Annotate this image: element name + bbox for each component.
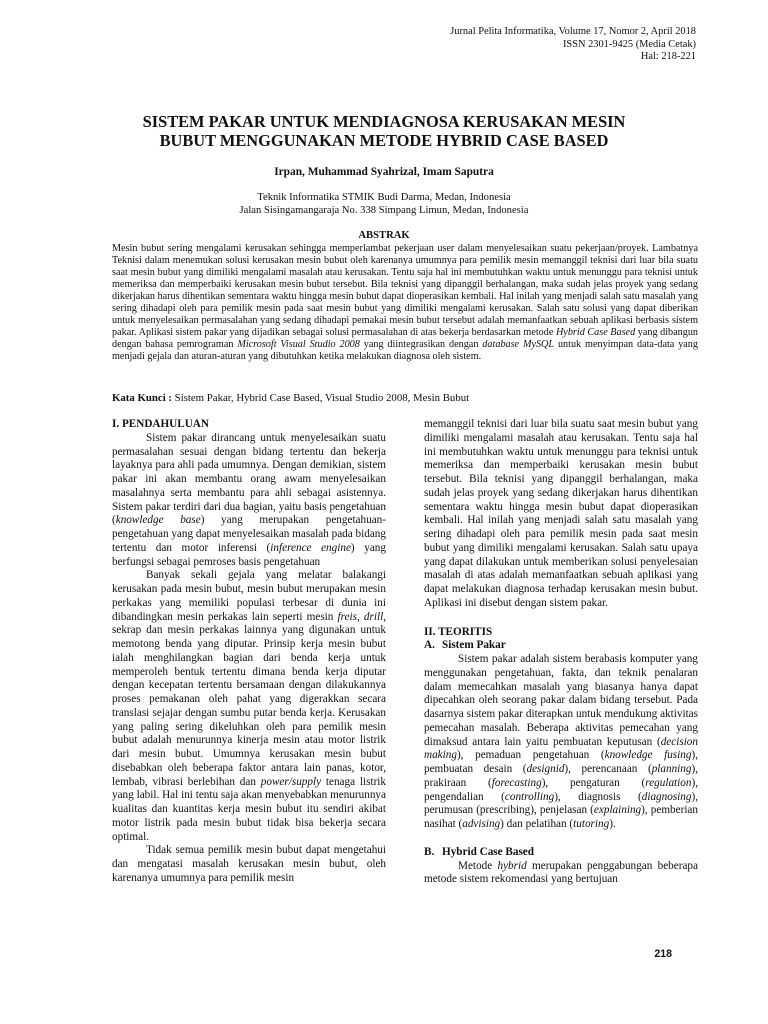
theory-b-text-2: merupakan penggabungan beberapa metode sistem rekomendasi yang bertujuan — [424, 859, 698, 886]
theory-a-term-7: controlling — [504, 790, 555, 803]
theory-a-text-6: ), pengaturan ( — [541, 776, 646, 789]
intro-paragraph-2 — [112, 569, 386, 844]
theory-a-term-5: forecasting — [491, 776, 542, 789]
theory-a-text-12: ). — [609, 818, 616, 830]
intro-p1-text-c: ) yang berfungsi sebagai pemroses basis pengetahuan — [112, 541, 386, 568]
theory-a-text-8: ), diagnosis ( — [554, 790, 642, 803]
right-column — [424, 418, 698, 887]
theory-a-text-1: Sistem pakar adalah sistem berabasis komputer yang menggunakan pengetahuan, fakta, dan teknik penalaran dalam memecahkan masalah yang biasanya hanya dapat dipecahkan oleh seorang pakar dalam bidang tersebut. Pada dasarnya sistem pakar diterapkan untuk mendukung aktivitas pemecahan masalah. Beberapa aktivitas pemecahan yang dimaksud antara lain yaitu pembuatan keputusan ( — [424, 653, 698, 748]
keywords — [112, 392, 698, 404]
keywords-label: Kata Kunci : — [112, 392, 172, 404]
paper-title — [95, 112, 673, 150]
subsection-heading-a — [424, 639, 698, 653]
theory-a-text-5: ), prakiraan ( — [424, 763, 698, 789]
theory-a-text-10: ), pemberian nasihat ( — [424, 804, 698, 830]
theory-a-text-11: ) dan pelatihan ( — [500, 818, 574, 830]
section-heading-theory: II. TEORITIS — [424, 625, 493, 638]
journal-header — [450, 26, 696, 64]
affiliation-line-2: Jalan Sisingamangaraja No. 338 Simpang Limun, Medan, Indonesia — [239, 204, 529, 216]
theory-a-term-10: advising — [462, 818, 501, 830]
intro-p1-term: knowledge base — [115, 514, 201, 527]
abstract-text-4: untuk menyimpan data-data yang menjadi gejala dan aturan-aturan yang dibutuhkan ketika melakukan diagnosa oleh sistem. — [112, 339, 698, 363]
theory-a-term-6: regulation — [645, 776, 692, 789]
intro-paragraph-3: Tidak semua pemilik mesin bubut dapat mengetahui dan mengatasi masalah kerusakan mesin bubut, oleh karenanya umumnya para pemilik mesin — [112, 844, 386, 884]
intro-p1-term-b: inference engine — [270, 541, 351, 554]
subsection-heading-b — [424, 846, 698, 860]
intro-p2-term-b: power/supply — [260, 775, 322, 788]
intro-p2-text: Banyak sekali gejala yang melatar balakangi kerusakan pada mesin bubut, mesin bubut merupakan mesin perkakas yang memiliki populasi terbesar di dunia ini dibandingkan mesin perkakas lain seperti mesin — [112, 569, 386, 623]
subsection-a-title: Sistem Pakar — [442, 639, 506, 652]
subsection-a-number: A. — [424, 639, 435, 652]
page-number: 218 — [654, 948, 672, 960]
journal-pages: Hal: 218-221 — [640, 51, 696, 63]
abstract-text-3: yang diintegrasikan dengan — [359, 339, 483, 351]
subsection-b-title: Hybrid Case Based — [442, 845, 534, 858]
theory-a-term-9: explaining — [593, 804, 642, 817]
theory-b-text-1: Metode — [458, 859, 498, 872]
theory-a-term-4: planning — [651, 763, 692, 775]
theory-a-text-3: ), pembuatan desain ( — [424, 749, 698, 775]
authors: Irpan, Muhammad Syahrizal, Imam Saputra — [274, 166, 494, 178]
intro-p2-text-b: , sekrap dan mesin perkakas lainnya yang digunakan untuk memotong benda yang diputar. Prinsip kerja mesin bubut ialah menghilangkan bagian dari benda kerja untuk memperoleh bentuk tertentu dimana benda kerja diputar dengan kecepatan tertentu bersamaan dengan dilakukannya proses pemakanan oleh pahat yang digerakkan secara translasi sejajar dengan sumbu putar benda kerja. Kerusakan yang paling sering dikeluhkan oleh para pemilik mesin bubut adalah menurunnya kinerja mesin atau motor listrik dari mesin bubut. Umumnya kerusakan mesin bubut disebabkan oleh beberapa faktor antara lain panas, kotor, lembab, vibrasi berlebihan dan — [112, 610, 386, 788]
theory-a-term-1: decision making — [424, 735, 698, 762]
title-line-2: BUBUT MENGGUNAKAN METODE HYBRID CASE BASED — [159, 131, 609, 150]
subsection-b-number: B. — [424, 845, 435, 858]
theory-a-term-2: knowledge fusing — [604, 749, 692, 762]
abstract-body — [112, 243, 698, 363]
theory-paragraph-b — [424, 860, 698, 888]
intro-paragraph-3-cont: memanggil teknisi dari luar bila suatu saat mesin bubut yang dimiliki mengalami masalah atau kerusakan. Tentu saja hal ini membutuhkan waktu untuk menunggu para teknisi untuk memeriksa dan memperbaiki kerusakan mesin bubut tersebut. Bila teknisi yang dipanggil berhalangan, maka sudah jelas proyek yang sedang dikerjakan harus dihentikan sementara waktu hingga mesin bubut dapat dioperasikan kembali. Hal inilah yang menjadi salah satu masalah yang sering dihadapi oleh para pemilik mesin pada saat mesin bubut yang dimiliki mengalami kerusakan. Salah satu upaya yang dapat dilakukan untuk memberikan solusi penyelesaian masalah di atas adalah memanfaatkan sebuah aplikasi yang dapat melakukan diagnosa terhadap kerusakan mesin bubut. Aplikasi ini disebut dengan sistem pakar. — [424, 418, 698, 609]
intro-p1-text-b: ) yang merupakan pengetahuan-pengetahuan yang dapat menyelesaikan masalah pada bidang tertentu dan motor inferensi ( — [112, 514, 386, 554]
abstract-db: database MySQL — [482, 339, 555, 351]
theory-paragraph-a — [424, 653, 698, 832]
journal-issn: ISSN 2301-9425 (Media Cetak) — [562, 38, 696, 50]
theory-a-text-2: ), pemaduan pengetahuan ( — [456, 749, 605, 762]
affiliation — [95, 192, 673, 218]
theory-a-text-9: ), perumusan (prescribing), penjelasan ( — [424, 790, 699, 817]
intro-p2-text-c: tenaga listrik yang labil. Hal ini tentu saja akan menyebabkan menurunnya kualitas dan kuantitas kerja mesin bubut itu sendiri akibat motor listrik pada mesin bubut tidak bisa bekerja secara optimal. — [112, 775, 386, 843]
keywords-text: Sistem Pakar, Hybrid Case Based, Visual Studio 2008, Mesin Bubut — [171, 392, 470, 404]
theory-a-text-4: ), perencanaan ( — [564, 763, 652, 775]
intro-paragraph-1 — [112, 432, 386, 570]
abstract-vs: Microsoft Visual Studio 2008 — [237, 339, 360, 351]
left-column — [112, 418, 386, 886]
theory-a-term-3: designid — [526, 763, 565, 775]
abstract-text-2: yang dibangun dengan bahasa pemrograman — [112, 327, 699, 351]
intro-p2-term: freis, drill — [337, 610, 384, 623]
theory-a-text-7: ), pengendalian ( — [424, 776, 698, 803]
abstract-heading: ABSTRAK — [358, 230, 410, 241]
journal-name: Jurnal Pelita Informatika, Volume 17, Nomor 2, April 2018 — [450, 26, 696, 37]
abstract-method: Hybrid Case Based — [555, 327, 636, 339]
theory-a-term-8: diagnosing — [641, 790, 692, 803]
theory-b-term: hybrid — [497, 859, 527, 872]
theory-a-term-11: tutoring — [573, 818, 610, 830]
abstract-text: Mesin bubut sering mengalami kerusakan sehingga memperlambat pekerjaan user dalam menyelesaikan suatu pekerjaan/proyek. Lambatnya Teknisi dalam menemukan solusi kerusakan mesin bubut oleh karenanya umumnya para pemilik mesin memanggil teknisi dari luar bila suatu saat mesin bubut yang dimiliki mengalami masalah atau kerusakan. Tentu saja hal ini membutuhkan waktu untuk menunggu para teknisi untuk memeriksa dan memperbaiki kerusakan mesin bubut tersebut. Bila teknisi yang dipanggil berhalangan, maka sudah jelas proyek yang sedang dikerjakan harus dihentikan sementara waktu hingga mesin bubut dapat dioperasikan kembali. Hal inilah yang menjadi salah satu masalah yang sering dihadapi oleh para pemilik mesin pada saat mesin bubut yang dimiliki mengalami kerusakan. Salah satu solusi yang dapat diberikan untuk menyelesaikan permasalahan yang sedang dihadapi pemakai mesin bubut tersebut adalah memanfaatkan sebuah aplikasi berbasis sistem pakar. Aplikasi sistem pakar yang dijadikan sebagai solusi permasalahan di atas bekerja berdasarkan metode — [112, 243, 698, 339]
affiliation-line-1: Teknik Informatika STMIK Budi Darma, Medan, Indonesia — [257, 192, 511, 203]
intro-p1-text: Sistem pakar dirancang untuk menyelesaikan suatu permasalahan sesuai dengan bidang tertentu dan bekerja layaknya para ahli pada umumnya. Dengan demikian, sistem pakar ini akan membantu orang awam menyelesaikan masalahnya serta membantu para ahli sebagai asistennya. Sistem pakar terdiri dari dua bagian, yaitu basis pengetahuan ( — [112, 431, 386, 527]
section-heading-intro: I. PENDAHULUAN — [112, 418, 209, 430]
title-line-1: SISTEM PAKAR UNTUK MENDIAGNOSA KERUSAKAN MESIN — [142, 112, 626, 131]
